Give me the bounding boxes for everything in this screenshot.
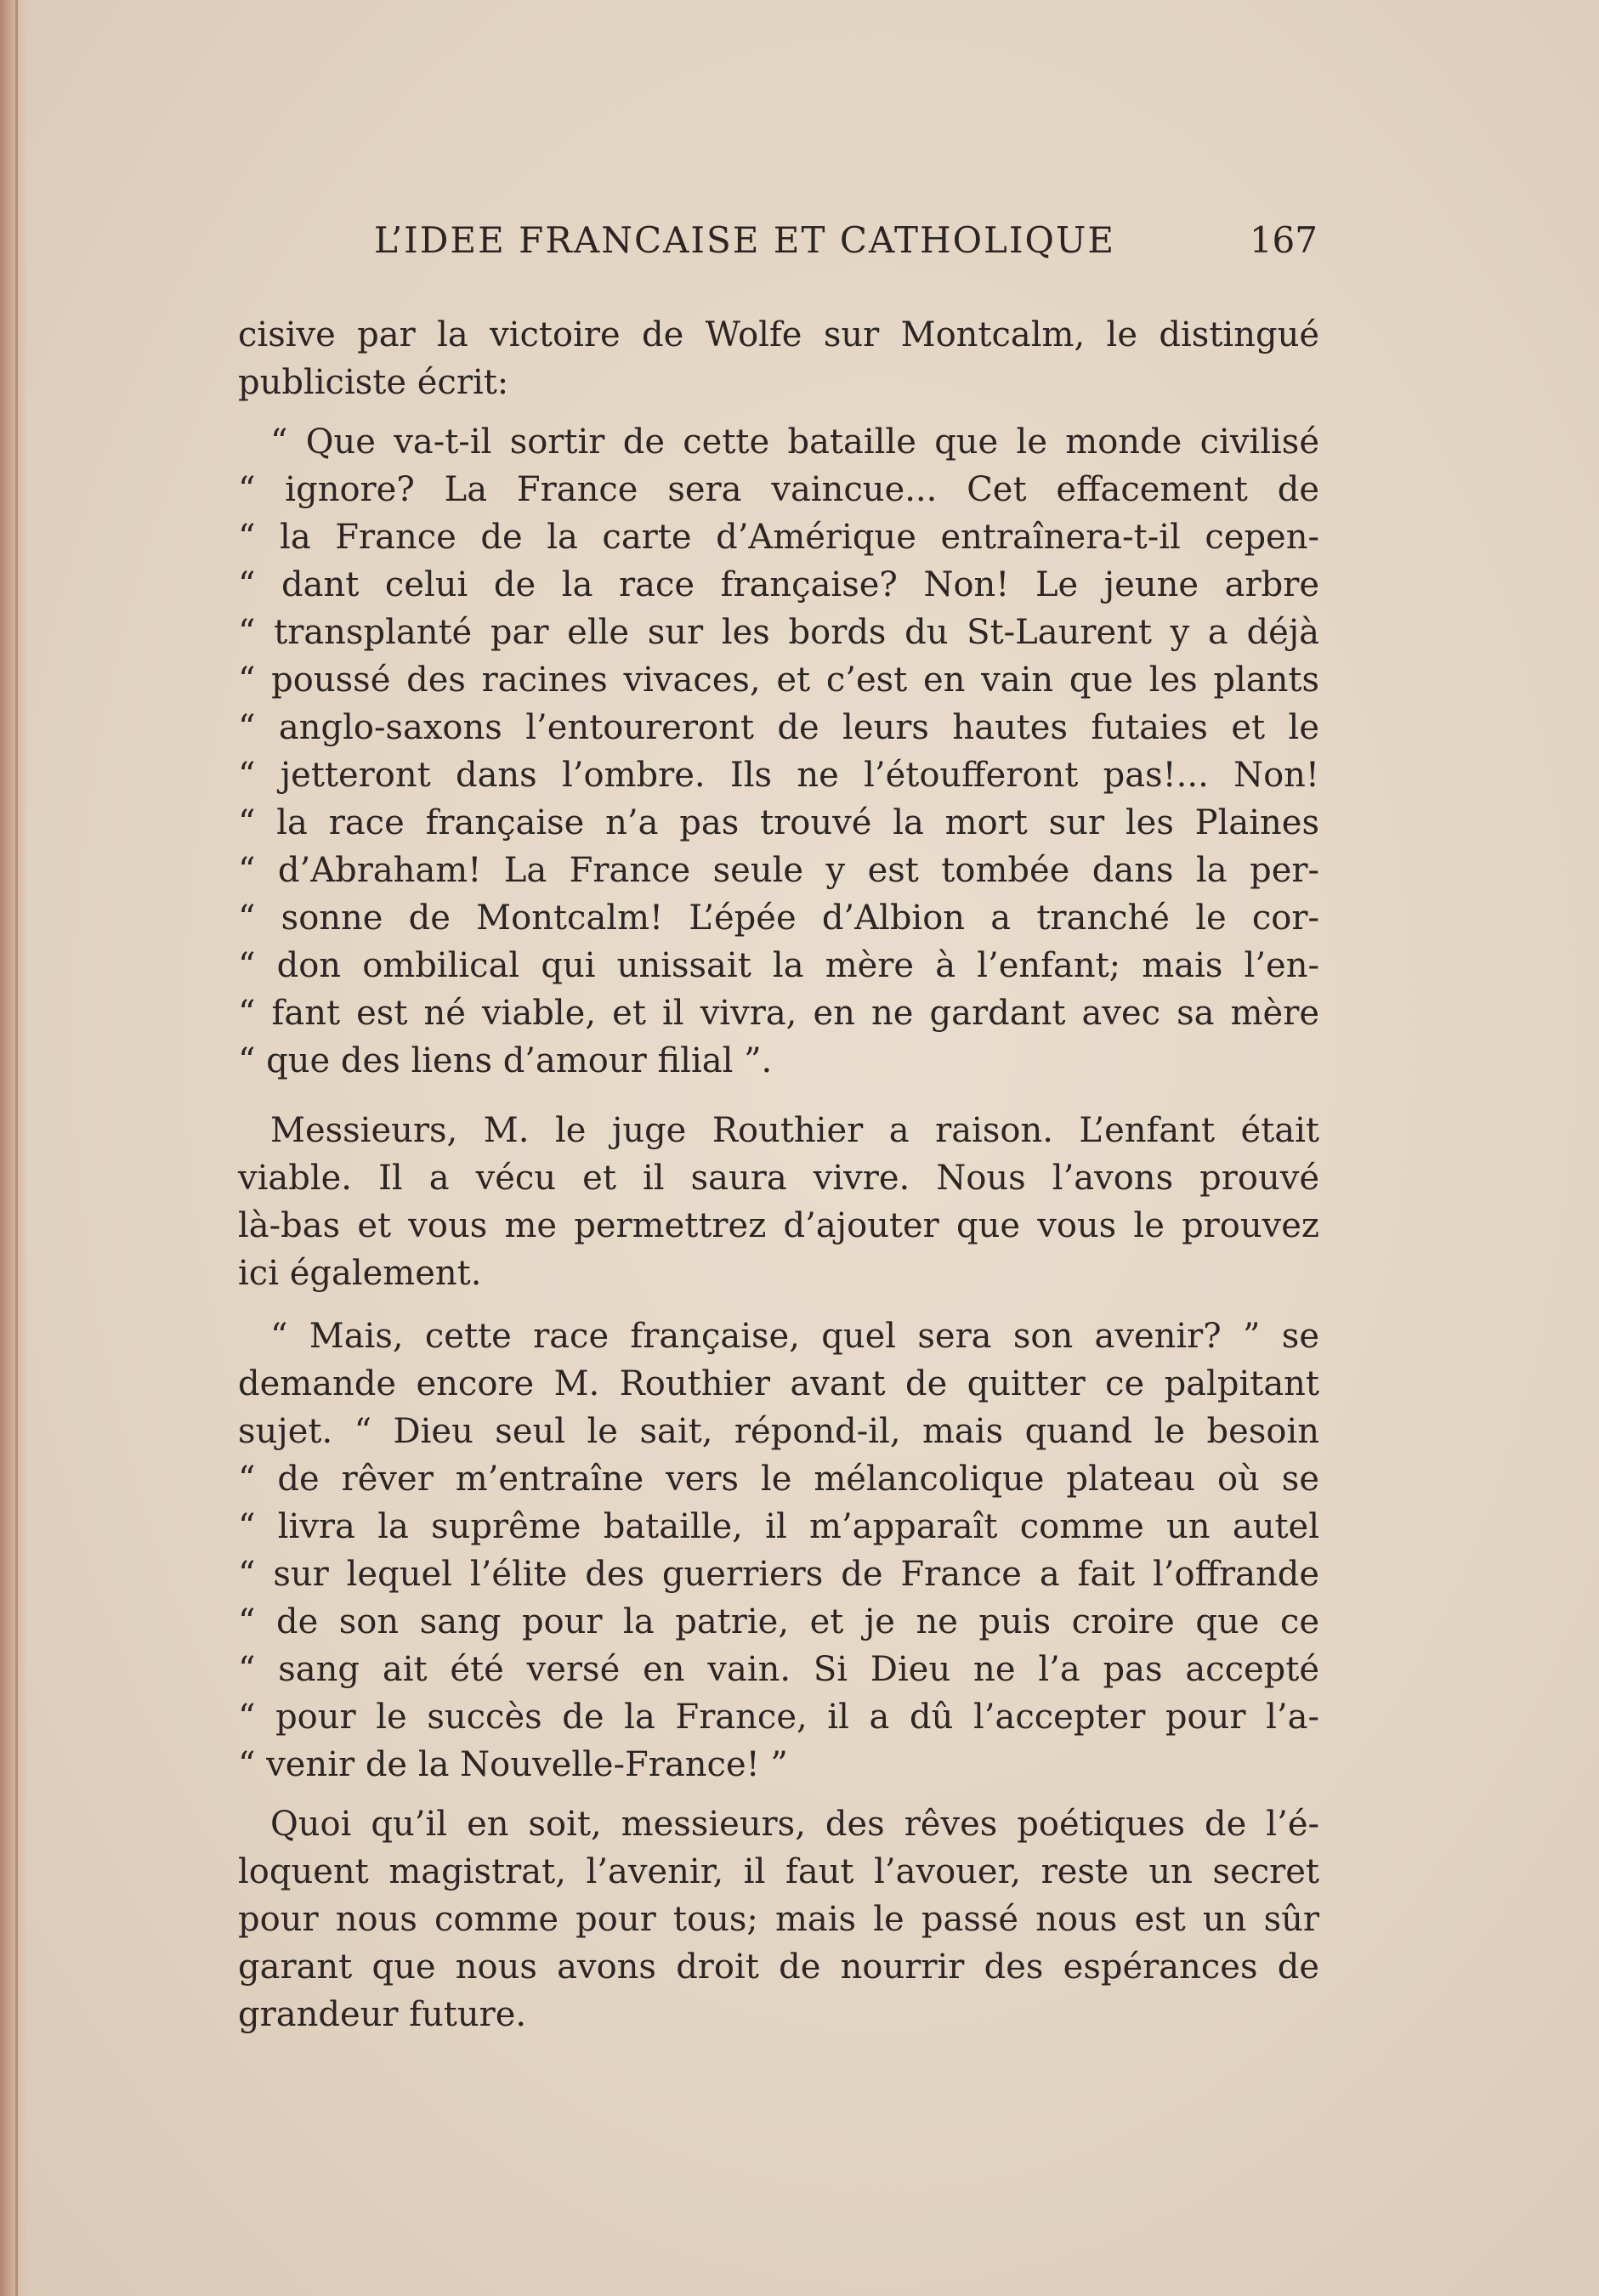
text-line: “ de rêver m’entraîne vers le mélancolique plateau où se	[238, 1460, 1319, 1499]
text-line: “ don ombilical qui unissait la mère à l’enfant; mais l’en-	[238, 946, 1319, 985]
text-line: demande encore M. Routhier avant de quitter ce palpitant	[238, 1364, 1319, 1403]
text-line: “ d’Abraham! La France seule y est tombée dans la per-	[238, 851, 1319, 890]
text-line: viable. Il a vécu et il saura vivre. Nous l’avons prouvé	[238, 1159, 1319, 1198]
running-header	[238, 219, 1318, 270]
text-line: “ sonne de Montcalm! L’épée d’Albion a tranché le cor-	[238, 899, 1319, 938]
text-line: “ transplanté par elle sur les bords du St-Laurent y a déjà	[238, 613, 1319, 652]
text-line: cisive par la victoire de Wolfe sur Montcalm, le distingué	[238, 315, 1319, 354]
text-line: Messieurs, M. le juge Routhier a raison. L’enfant était	[270, 1111, 1319, 1150]
text-line: “ sang ait été versé en vain. Si Dieu ne l’a pas accepté	[238, 1650, 1319, 1689]
text-line: “ anglo-saxons l’entoureront de leurs hautes futaies et le	[238, 708, 1319, 747]
page-spine-edge	[0, 0, 29, 2296]
text-line: “ ignore? La France sera vaincue... Cet effacement de	[238, 470, 1319, 509]
text-line: “ pour le succès de la France, il a dû l’accepter pour l’a-	[238, 1698, 1319, 1737]
text-line: “ Que va-t-il sortir de cette bataille que le monde civilisé	[270, 422, 1319, 462]
text-line: “ fant est né viable, et il vivra, en ne gardant avec sa mère	[238, 994, 1319, 1033]
text-line: grandeur future.	[238, 1995, 527, 2034]
text-line: “ venir de la Nouvelle-France! ”	[238, 1745, 788, 1784]
text-line: loquent magistrat, l’avenir, il faut l’avouer, reste un secret	[238, 1852, 1319, 1891]
spine-binding-line	[15, 0, 18, 2296]
text-line: “ la France de la carte d’Amérique entraînera-t-il cepen-	[238, 518, 1319, 557]
text-line: publiciste écrit:	[238, 363, 509, 402]
page-number: 167	[1249, 219, 1318, 261]
running-title: L’IDEE FRANCAISE ET CATHOLIQUE	[374, 219, 1116, 261]
text-line: garant que nous avons droit de nourrir des espérances de	[238, 1947, 1319, 1987]
text-line: “ dant celui de la race française? Non! Le jeune arbre	[238, 565, 1319, 604]
text-line: ici également.	[238, 1254, 482, 1293]
text-line: là-bas et vous me permettrez d’ajouter que vous le prouvez	[238, 1206, 1319, 1245]
text-line: pour nous comme pour tous; mais le passé nous est un sûr	[238, 1900, 1319, 1939]
text-line: “ poussé des racines vivaces, et c’est en vain que les plants	[238, 660, 1319, 700]
text-line: “ livra la suprême bataille, il m’apparaît comme un autel	[238, 1507, 1319, 1546]
text-line: Quoi qu’il en soit, messieurs, des rêves poétiques de l’é-	[270, 1805, 1319, 1844]
text-line: “ jetteront dans l’ombre. Ils ne l’étoufferont pas!... Non!	[238, 756, 1319, 795]
text-line: sujet. “ Dieu seul le sait, répond-il, mais quand le besoin	[238, 1412, 1319, 1451]
text-line: “ que des liens d’amour filial ”.	[238, 1041, 773, 1080]
text-line: “ Mais, cette race française, quel sera son avenir? ” se	[270, 1317, 1319, 1356]
text-line: “ la race française n’a pas trouvé la mort sur les Plaines	[238, 803, 1319, 842]
text-line: “ sur lequel l’élite des guerriers de France a fait l’offrande	[238, 1555, 1319, 1594]
text-line: “ de son sang pour la patrie, et je ne puis croire que ce	[238, 1602, 1319, 1641]
